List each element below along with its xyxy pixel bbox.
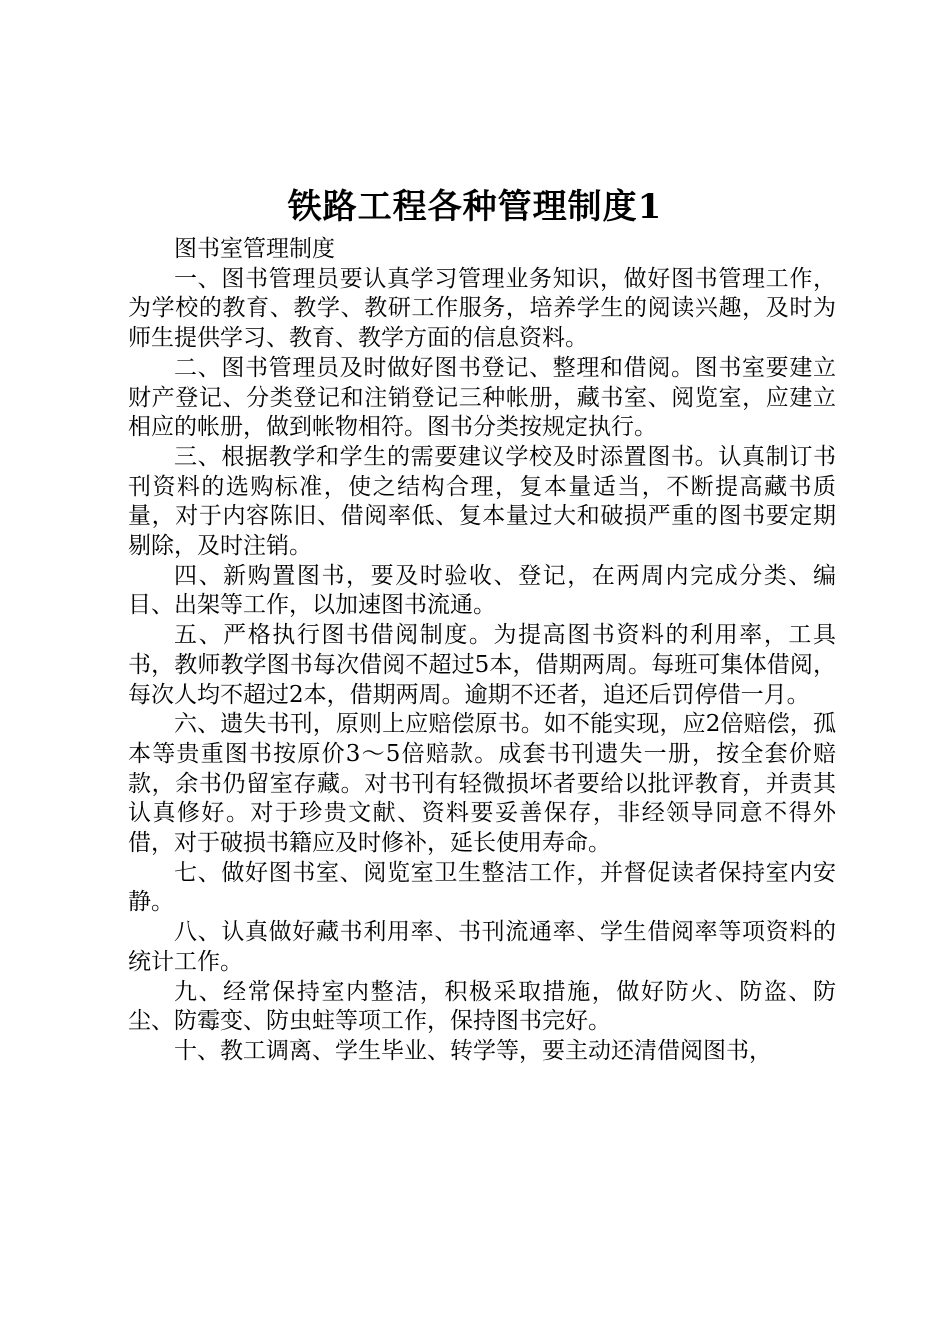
paragraph-3: 三、根据教学和学生的需要建议学校及时添置图书。认真制订书刊资料的选购标准，使之结构合理，复本量适当，不断提高藏书质量，对于内容陈旧、借阅率低、复本量过大和破损严重的图书要定期剔除，及时注销。 — [128, 443, 836, 560]
section-heading: 图书室管理制度 — [174, 236, 335, 262]
paragraph-2: 二、图书管理员及时做好图书登记、整理和借阅。图书室要建立财产登记、分类登记和注销登记三种帐册，藏书室、阅览室，应建立相应的帐册，做到帐物相符。图书分类按规定执行。 — [128, 354, 836, 441]
paragraph-8: 八、认真做好藏书利用率、书刊流通率、学生借阅率等项资料的统计工作。 — [128, 919, 836, 975]
paragraph-9: 九、经常保持室内整洁，积极采取措施，做好防火、防盗、防尘、防霉变、防虫蛀等项工作，保持图书完好。 — [128, 978, 836, 1035]
document-body — [128, 235, 836, 1067]
paragraph-7: 七、做好图书室、阅览室卫生整洁工作，并督促读者保持室内安静。 — [128, 859, 836, 916]
document-title: 铁路工程各种管理制度1 — [287, 187, 663, 227]
paragraph-5: 五、严格执行图书借阅制度。为提高图书资料的利用率，工具书，教师教学图书每次借阅不超过5本，借期两周。每班可集体借阅，每次人均不超过2本，借期两周。逾期不还者，追还后罚停借一月。 — [128, 622, 836, 708]
paragraph-4: 四、新购置图书，要及时验收、登记，在两周内完成分类、编目、出架等工作，以加速图书流通。 — [128, 562, 836, 619]
paragraph-6: 六、遗失书刊，原则上应赔偿原书。如不能实现，应2倍赔偿，孤本等贵重图书按原价3～5倍赔款。成套书刊遗失一册，按全套价赔款，余书仍留室存藏。对书刊有轻微损坏者要给以批评教育，并责其认真修好。对于珍贵文献、资料要妥善保存，非经领导同意不得外借，对于破损书籍应及时修补，延长使用寿命。 — [128, 711, 836, 857]
paragraph-1: 一、图书管理员要认真学习管理业务知识，做好图书管理工作，为学校的教育、教学、教研工作服务，培养学生的阅读兴趣，及时为师生提供学习、教育、教学方面的信息资料。 — [128, 265, 836, 352]
paragraph-10: 十、教工调离、学生毕业、转学等，要主动还清借阅图书， — [174, 1037, 772, 1064]
